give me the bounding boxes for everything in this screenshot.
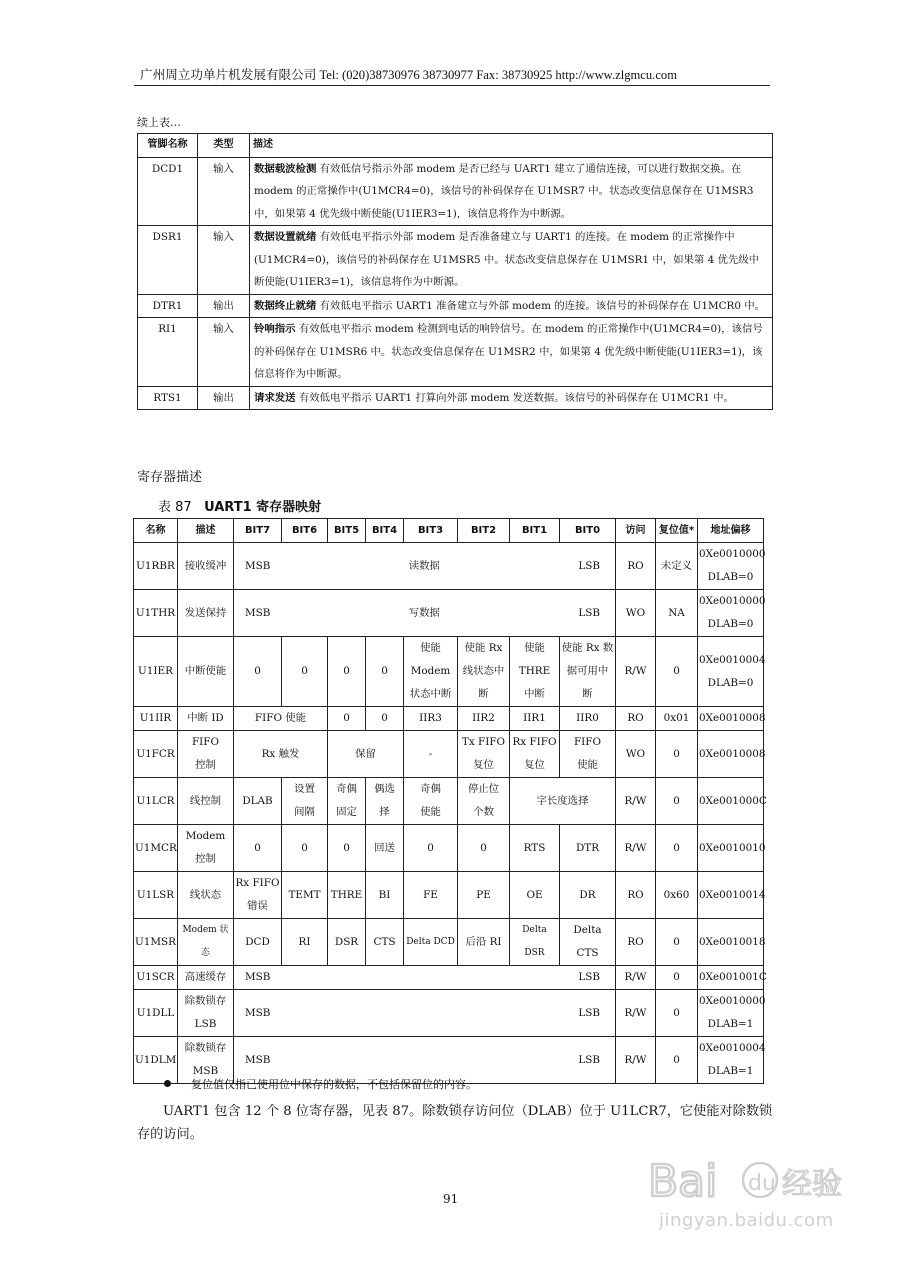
reg-addr: 0Xe0010008 xyxy=(698,731,764,778)
bit-line: Modem xyxy=(410,665,451,677)
header-cell: BIT7 xyxy=(234,519,282,543)
pin-type: 输出 xyxy=(198,386,250,410)
reg-access: RO xyxy=(616,543,656,590)
bullet-icon xyxy=(164,1080,171,1087)
pin-lead: 数据载波检测 xyxy=(254,162,317,175)
bit-line: THRE xyxy=(518,665,551,677)
bit-cell xyxy=(510,637,560,707)
desc-line: MSB xyxy=(192,1065,219,1077)
reg-name: U1FCR xyxy=(134,731,178,778)
header-desc: 描述 xyxy=(250,134,773,158)
msb-label: MSB xyxy=(245,1053,271,1066)
pin-lead: 数据终止就绪 xyxy=(254,299,317,312)
lsb-label: LSB xyxy=(578,1006,600,1019)
bit-cell: Delta DSR xyxy=(510,919,560,966)
reg-desc xyxy=(178,990,234,1037)
bit-cell xyxy=(458,731,510,778)
pin-lead: 铃响指示 xyxy=(254,323,296,335)
table-row xyxy=(134,990,764,1037)
bit-line: 据可用中 xyxy=(566,665,609,677)
table-row xyxy=(134,731,764,778)
pin-name: DSR1 xyxy=(138,226,198,295)
reg-reset: 0 xyxy=(656,778,698,825)
section-title: 寄存器描述 xyxy=(137,470,203,485)
pin-name: RTS1 xyxy=(138,386,198,410)
reg-access: RO xyxy=(616,707,656,731)
bit-cell xyxy=(458,778,510,825)
bit-cell: Delta DCD xyxy=(404,919,458,966)
bit-line: 间隔 xyxy=(294,806,315,818)
bit-line: 设置 xyxy=(294,783,315,795)
reg-addr: 0Xe0010018 xyxy=(698,919,764,966)
bits-label: 读数据 xyxy=(408,559,440,572)
reg-name: U1IIR xyxy=(134,707,178,731)
desc-line: LSB xyxy=(194,1018,217,1030)
reg-name: U1LSR xyxy=(134,872,178,919)
header-cell: BIT1 xyxy=(510,519,560,543)
bit-line: 中断 xyxy=(524,688,545,700)
reg-access: R/W xyxy=(616,825,656,872)
bit-cell: 0 xyxy=(328,825,366,872)
bit-line: 固定 xyxy=(336,806,357,818)
bit-line: 错误 xyxy=(247,900,268,912)
pin-desc xyxy=(250,157,773,226)
bit-cell xyxy=(234,872,282,919)
reg-addr xyxy=(698,637,764,707)
reg-name: U1THR xyxy=(134,590,178,637)
pin-description-table xyxy=(137,133,773,410)
addr-line: DLAB=0 xyxy=(707,571,754,583)
reg-access: WO xyxy=(616,590,656,637)
bit-cell: RI xyxy=(282,919,328,966)
bit-line: FIFO xyxy=(573,736,602,748)
table-row xyxy=(138,294,773,318)
reg-desc: 高速缓存 xyxy=(178,966,234,990)
msb-label: MSB xyxy=(245,971,271,983)
desc-line: Modem xyxy=(185,830,226,842)
bit-cell: Rx 触发 xyxy=(234,731,328,778)
desc-line: 除数锁存 xyxy=(184,1042,227,1054)
bit-line: 使能 xyxy=(420,642,441,654)
addr-line: 0Xe0010000 xyxy=(699,995,766,1007)
reg-desc: 线控制 xyxy=(178,778,234,825)
desc-line: 除数锁存 xyxy=(184,995,227,1007)
bit-line: 个数 xyxy=(473,806,494,818)
reg-name: U1RBR xyxy=(134,543,178,590)
bit-line: Rx FIFO xyxy=(235,877,280,889)
reg-addr: 0Xe0010014 xyxy=(698,872,764,919)
reg-addr: 0Xe0010008 xyxy=(698,707,764,731)
bit-cell: IIR0 xyxy=(560,707,616,731)
bit-line: 奇偶 xyxy=(420,783,441,795)
reg-reset: 0 xyxy=(656,990,698,1037)
header-cell: 访问 xyxy=(616,519,656,543)
header-cell: BIT5 xyxy=(328,519,366,543)
page-header: 广州周立功单片机发展有限公司 Tel: (020)38730976 38730977 Fax: 38730925 http://www.zlgmcu.com xyxy=(140,68,677,82)
reg-desc: 线状态 xyxy=(178,872,234,919)
bit-cell: 0 xyxy=(404,825,458,872)
bit-cell: Delta CTS xyxy=(560,919,616,966)
bit-cell: IIR3 xyxy=(404,707,458,731)
table-row xyxy=(134,637,764,707)
bit-line: 择 xyxy=(379,806,390,818)
desc-line: 控制 xyxy=(195,759,216,771)
bit-cell: 保留 xyxy=(328,731,404,778)
reg-reset: 0 xyxy=(656,731,698,778)
bit-cell: IIR2 xyxy=(458,707,510,731)
bit-cell: 0 xyxy=(366,637,404,707)
pin-lead: 数据设置就绪 xyxy=(254,231,317,243)
reg-name: U1SCR xyxy=(134,966,178,990)
header-cell: BIT0 xyxy=(560,519,616,543)
body-paragraph: UART1 包含 12 个 8 位寄存器，见表 87。除数锁存访问位（DLAB）位于 U1LCR7，它使能对除数锁存的访问。 xyxy=(137,1104,773,1142)
pin-type: 输入 xyxy=(198,318,250,387)
reg-addr: 0Xe0010010 xyxy=(698,825,764,872)
bit-cell: 0 xyxy=(366,707,404,731)
bit-cell: 0 xyxy=(282,637,328,707)
reg-desc: 中断使能 xyxy=(178,637,234,707)
addr-line: DLAB=0 xyxy=(707,618,754,630)
header-cell: BIT2 xyxy=(458,519,510,543)
msb-label: MSB xyxy=(245,606,271,619)
bit-line: 断 xyxy=(582,688,593,700)
bit-cell: TEMT xyxy=(282,872,328,919)
lsb-label: LSB xyxy=(578,559,600,572)
bit-line: 使能 xyxy=(577,759,598,771)
table-row xyxy=(134,590,764,637)
bit-cell: 0 xyxy=(458,825,510,872)
bit-cell xyxy=(510,731,560,778)
caption-number: 表 87 xyxy=(158,500,192,515)
bit-line: Tx FIFO xyxy=(461,736,506,748)
reg-addr xyxy=(698,1037,764,1084)
pin-type: 输出 xyxy=(198,294,250,318)
pin-name: DTR1 xyxy=(138,294,198,318)
bit-cell: CTS xyxy=(366,919,404,966)
bit-cell: - xyxy=(404,731,458,778)
reg-addr xyxy=(698,990,764,1037)
bit-cell xyxy=(404,637,458,707)
bit-line: 复位 xyxy=(473,759,494,771)
bit-line: 偶选 xyxy=(374,783,395,795)
pin-desc-text: 有效低电平指示 UART1 打算向外部 modem 发送数据。该信号的补码保存在 U1MCR1 中。 xyxy=(298,391,734,404)
bit-cell xyxy=(560,731,616,778)
bit-cell: PE xyxy=(458,872,510,919)
bit-cell xyxy=(458,637,510,707)
bit-cell: 回送 xyxy=(366,825,404,872)
addr-line: DLAB=1 xyxy=(707,1018,754,1030)
bit-cell xyxy=(560,637,616,707)
bit-cell xyxy=(366,778,404,825)
watermark-cn-text: 经验 xyxy=(782,1167,842,1202)
reg-access: RO xyxy=(616,872,656,919)
table-row xyxy=(134,919,764,966)
continued-label: 续上表… xyxy=(137,116,181,129)
bit-cell xyxy=(404,778,458,825)
reg-bits xyxy=(234,990,616,1037)
msb-label: MSB xyxy=(245,1006,271,1019)
footnote-text: 复位值仅指已使用位中保存的数据，不包括保留位的内容。 xyxy=(191,1078,477,1091)
header-cell: BIT3 xyxy=(404,519,458,543)
pin-desc xyxy=(250,294,773,318)
pin-desc-text: 有效低电平指示外部 modem 是否准备建立与 UART1 的连接。在 modem 的正常操作中(U1MCR4=0)，该信号的补码保存在 U1MSR5 中。状态改变信息保存在 U1MSR1 中，如果第 4 优先级中断使能(U1IER3=1)，该信息将作为中断源。 xyxy=(254,231,760,288)
pin-lead: 请求发送 xyxy=(254,391,296,404)
bit-cell: BI xyxy=(366,872,404,919)
msb-label: MSB xyxy=(245,559,271,572)
pin-type: 输入 xyxy=(198,226,250,295)
reg-desc: Modem 状态 xyxy=(178,919,234,966)
reg-name: U1MCR xyxy=(134,825,178,872)
reg-name: U1LCR xyxy=(134,778,178,825)
header-pin: 管脚名称 xyxy=(138,134,198,158)
header-cell: BIT4 xyxy=(366,519,404,543)
reg-access: R/W xyxy=(616,990,656,1037)
header-cell: 名称 xyxy=(134,519,178,543)
reg-name: U1DLM xyxy=(134,1037,178,1084)
bit-cell: 0 xyxy=(328,637,366,707)
reg-reset: 0 xyxy=(656,1037,698,1084)
header-cell: 地址偏移 xyxy=(698,519,764,543)
reg-addr xyxy=(698,590,764,637)
bit-line: 状态中断 xyxy=(409,688,452,700)
bit-line: 线状态中 xyxy=(462,665,505,677)
addr-line: 0Xe0010004 xyxy=(699,653,766,666)
bit-line: 断 xyxy=(478,688,489,700)
bit-line: 复位 xyxy=(524,759,545,771)
reg-reset: 未定义 xyxy=(656,543,698,590)
table-row xyxy=(138,226,773,295)
desc-line: 控制 xyxy=(195,853,216,865)
reg-reset: 0 xyxy=(656,919,698,966)
header-cell: 复位值* xyxy=(656,519,698,543)
watermark-paw-text: du xyxy=(748,1171,776,1196)
reg-addr xyxy=(698,543,764,590)
reg-desc: 中断 ID xyxy=(178,707,234,731)
table-row xyxy=(134,707,764,731)
addr-line: DLAB=0 xyxy=(707,676,754,689)
reg-name: U1MSR xyxy=(134,919,178,966)
reg-addr: 0Xe001000C xyxy=(698,778,764,825)
bit-cell: IIR1 xyxy=(510,707,560,731)
bit-cell xyxy=(282,778,328,825)
pin-type: 输入 xyxy=(198,157,250,226)
addr-line: 0Xe0010000 xyxy=(699,595,766,607)
footnote xyxy=(164,1076,477,1092)
bit-line: 停止位 xyxy=(467,783,500,795)
reg-bits xyxy=(234,966,616,990)
watermark-url: jingyan.baidu.com xyxy=(659,1210,834,1231)
header-cell: 描述 xyxy=(178,519,234,543)
header-rule xyxy=(134,85,770,86)
reg-desc: 接收缓冲 xyxy=(178,543,234,590)
header-cell: BIT6 xyxy=(282,519,328,543)
lsb-label: LSB xyxy=(578,606,600,619)
table-row xyxy=(134,778,764,825)
reg-reset: 0x01 xyxy=(656,707,698,731)
pin-name: DCD1 xyxy=(138,157,198,226)
reg-reset: 0 xyxy=(656,637,698,707)
reg-access: R/W xyxy=(616,778,656,825)
reg-addr: 0Xe001001C xyxy=(698,966,764,990)
bit-cell: DCD xyxy=(234,919,282,966)
reg-name: U1DLL xyxy=(134,990,178,1037)
pin-desc-text: 有效低信号指示外部 modem 是否已经与 UART1 建立了通信连接，可以进行数据交换。在 modem 的正常操作中(U1MCR4=0)，该信号的补码保存在 U1MSR7 中。状态改变信息保存在 U1MSR3 中，如果第 4 优先级中断使能(U1IER3=1)，该信息将作为中断源。 xyxy=(254,162,754,220)
pin-desc xyxy=(250,226,773,295)
lsb-label: LSB xyxy=(578,971,600,983)
bit-line: Rx FIFO xyxy=(512,736,557,748)
pin-desc xyxy=(250,386,773,410)
bit-cell: DTR xyxy=(560,825,616,872)
register-map-table xyxy=(133,518,767,1084)
desc-line: FIFO xyxy=(191,736,220,748)
reg-bits xyxy=(234,543,616,590)
bit-cell: 0 xyxy=(234,825,282,872)
reg-reset: NA xyxy=(656,590,698,637)
table-row xyxy=(134,543,764,590)
bit-line: 使能 Rx xyxy=(464,642,503,654)
bit-cell: 字长度选择 xyxy=(510,778,616,825)
pin-desc-text: 有效低电平指示 UART1 准备建立与外部 modem 的连接。该信号的补码保存在 U1MCR0 中。 xyxy=(319,299,766,312)
reg-access: R/W xyxy=(616,1037,656,1084)
caption-title: UART1 寄存器映射 xyxy=(204,500,322,515)
reg-desc xyxy=(178,731,234,778)
bits-label: 写数据 xyxy=(408,606,440,619)
table-header-row xyxy=(134,519,764,543)
reg-reset: 0x60 xyxy=(656,872,698,919)
watermark-text: Bai xyxy=(648,1156,718,1207)
reg-access: RO xyxy=(616,919,656,966)
table-row xyxy=(138,386,773,410)
reg-bits xyxy=(234,590,616,637)
table-row xyxy=(134,872,764,919)
bit-cell: OE xyxy=(510,872,560,919)
pin-desc xyxy=(250,318,773,387)
bit-line: 使能 Rx 数 xyxy=(561,642,614,654)
bit-line: 奇偶 xyxy=(336,783,357,795)
reg-desc: 发送保持 xyxy=(178,590,234,637)
pin-desc-text: 有效低电平指示 modem 检测到电话的响铃信号。在 modem 的正常操作中(U1MCR4=0)，该信号的补码保存在 U1MSR6 中。状态改变信息保存在 U1MSR2 中，如果第 4 优先级中断使能(U1IER3=1)，该信息将作为中断源。 xyxy=(254,323,763,380)
bit-cell: FIFO 使能 xyxy=(234,707,328,731)
bit-cell: DR xyxy=(560,872,616,919)
page-number: 91 xyxy=(443,1192,459,1206)
table-header-row xyxy=(138,134,773,158)
baidu-watermark-logo xyxy=(648,1150,848,1208)
table-row xyxy=(138,318,773,387)
bit-cell: RTS xyxy=(510,825,560,872)
bit-cell: THRE xyxy=(328,872,366,919)
bit-cell: FE xyxy=(404,872,458,919)
bit-cell: DLAB xyxy=(234,778,282,825)
bit-cell: 后沿 RI xyxy=(458,919,510,966)
table-row xyxy=(134,825,764,872)
table-row xyxy=(134,966,764,990)
bit-cell: 0 xyxy=(282,825,328,872)
reg-reset: 0 xyxy=(656,966,698,990)
bit-cell: DSR xyxy=(328,919,366,966)
reg-access: R/W xyxy=(616,637,656,707)
bit-cell: 0 xyxy=(234,637,282,707)
bit-line: 使能 xyxy=(420,806,441,818)
addr-line: DLAB=1 xyxy=(707,1065,754,1077)
reg-access: WO xyxy=(616,731,656,778)
reg-desc xyxy=(178,825,234,872)
addr-line: 0Xe0010000 xyxy=(699,548,766,560)
bit-cell: 0 xyxy=(328,707,366,731)
bit-line: 使能 xyxy=(524,642,545,654)
reg-reset: 0 xyxy=(656,825,698,872)
table-caption xyxy=(158,496,321,515)
reg-name: U1IER xyxy=(134,637,178,707)
reg-access: R/W xyxy=(616,966,656,990)
table-row xyxy=(138,157,773,226)
addr-line: 0Xe0010004 xyxy=(699,1042,766,1054)
header-type: 类型 xyxy=(198,134,250,158)
pin-name: RI1 xyxy=(138,318,198,387)
bit-cell xyxy=(328,778,366,825)
lsb-label: LSB xyxy=(578,1053,600,1066)
